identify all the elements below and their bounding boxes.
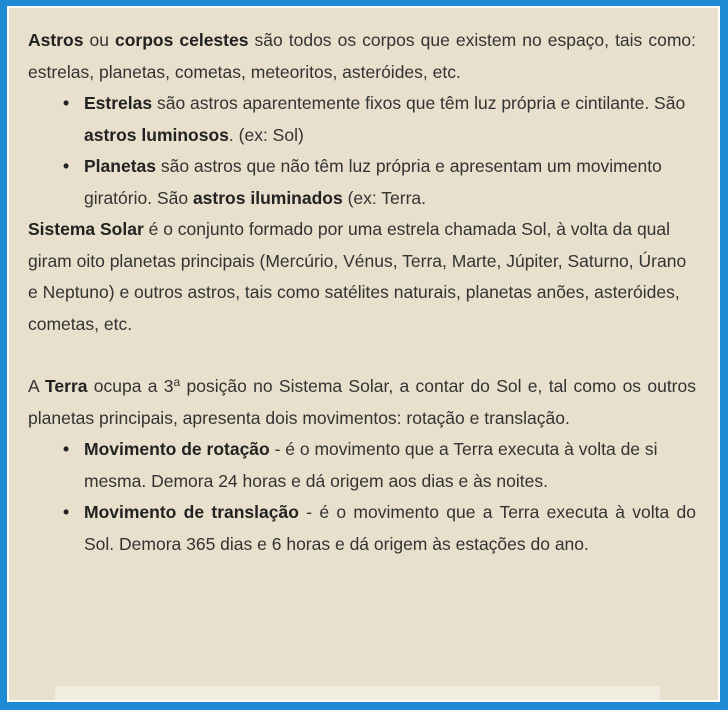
paragraph-gap (28, 340, 696, 371)
list-item-translacao: • Movimento de translação - é o movimento que a Terra executa à volta do Sol. Demora 365 dias e 6 horas e dá origem às estações do ano. (28, 497, 696, 560)
paragraph-astros: Astros ou corpos celestes são todos os corpos que existem no espaço, tais como: estrelas, planetas, cometas, meteoritos, asteróides, etc. (28, 30, 696, 82)
list-item-planetas: • Planetas são astros que não têm luz própria e apresentam um movimento giratório. São astros iluminados (ex: Terra. (28, 151, 696, 214)
list-movimentos (28, 434, 696, 560)
list-item-estrelas: • Estrelas são astros aparentemente fixos que têm luz própria e cintilante. São astros luminosos. (ex: Sol) (28, 88, 696, 151)
paragraph-terra: A Terra ocupa a 3$^a$ posição no Sistema Solar, a contar do Sol e, tal como os outros planetas principais, apresenta dois movimentos: rotação e translação. (28, 375, 696, 428)
bottom-strip (55, 686, 660, 700)
bullet-icon: • (63, 93, 70, 113)
list-item-rotacao: • Movimento de rotação - é o movimento que a Terra executa à volta de si mesma. Demora 24 horas e dá origem aos dias e às noites. (28, 434, 696, 497)
term-terra: Terra (45, 376, 88, 396)
list-astros (28, 88, 696, 214)
document-content (28, 25, 696, 560)
bullet-icon: • (63, 156, 70, 176)
paragraph-sistema-solar: Sistema Solar é o conjunto formado por uma estrela chamada Sol, à volta da qual giram oito planetas principais (Mercúrio, Vénus, Terra, Marte, Júpiter, Saturno, Úrano e Neptuno) e outros astros, tais como satélites naturais, planetas anões, asteróides, cometas, etc. (28, 219, 687, 334)
term-sistema-solar: Sistema Solar (28, 219, 144, 239)
term-corpos-celestes: corpos celestes (114, 30, 249, 50)
bullet-icon: • (63, 439, 70, 459)
text-panel (7, 6, 720, 702)
bullet-icon: • (63, 502, 70, 522)
term-astros: Astros (28, 30, 84, 50)
